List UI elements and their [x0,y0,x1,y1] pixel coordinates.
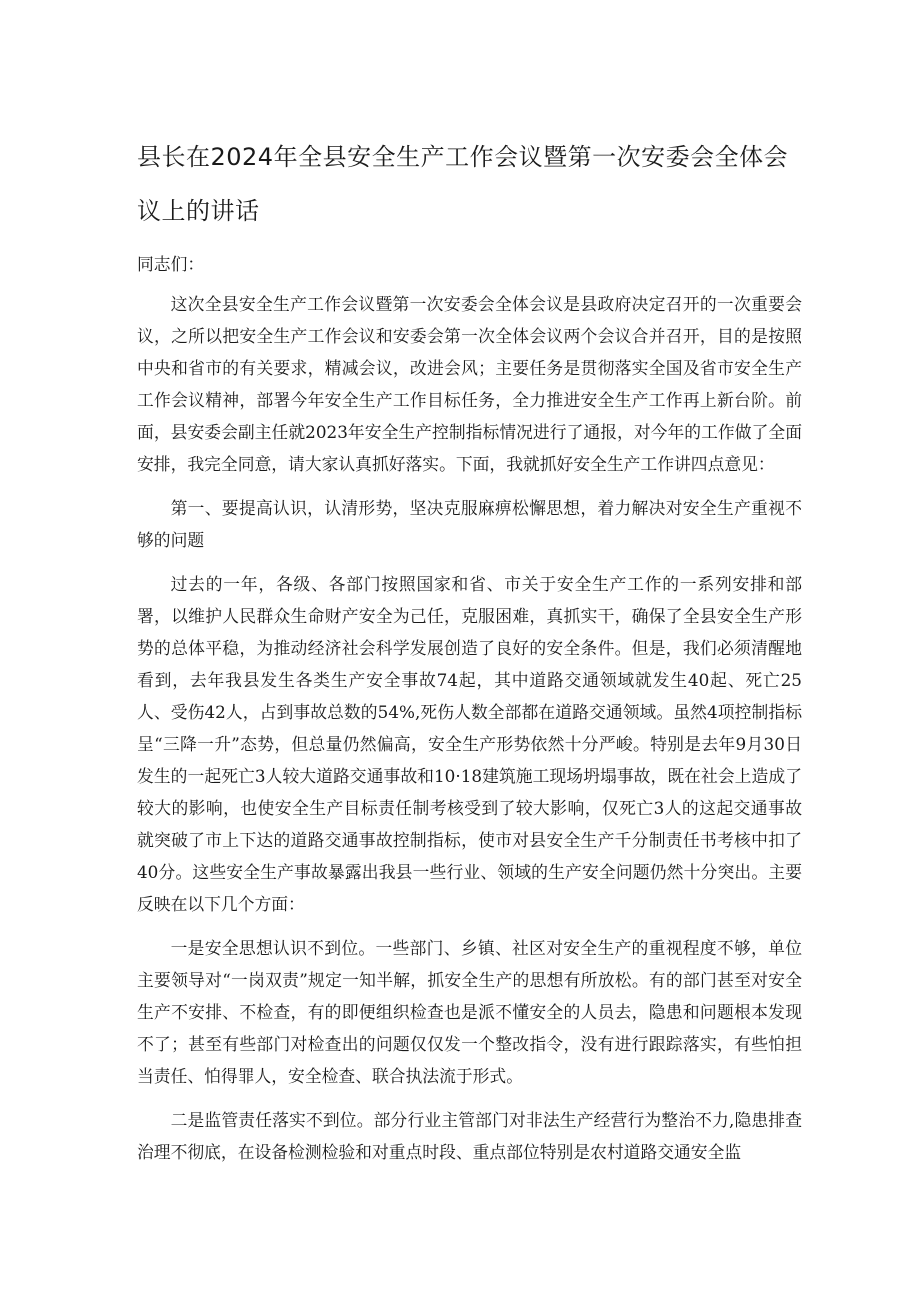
paragraph-situation: 过去的一年，各级、各部门按照国家和省、市关于安全生产工作的一系列安排和部署，以维护人民群众生命财产安全为己任，克服困难，真抓实干，确保了全县安全生产形势的总体平稳，为推动经济社会科学发展创造了良好的安全条件。但是，我们必须清醒地看到，去年我县发生各类生产安全事故74起，其中道路交通领域就发生40起、死亡25人、受伤42人，占到事故总数的54%,死伤人数全部都在道路交通领域。虽然4项控制指标呈“三降一升”态势，但总量仍然偏高，安全生产形势依然十分严峻。特别是去年9月30日发生的一起死亡3人较大道路交通事故和10·18建筑施工现场坍塌事故，既在社会上造成了较大的影响，也使安全生产目标责任制考核受到了较大影响，仅死亡3人的这起交通事故就突破了市上下达的道路交通事故控制指标，使市对县安全生产千分制责任书考核中扣了40分。这些安全生产事故暴露出我县一些行业、领域的生产安全问题仍然十分突出。主要反映在以下几个方面： [137,574,802,914]
section-heading-1: 第一、要提高认识，认清形势，坚决克服麻痹松懈思想，着力解决对安全生产重视不够的问题 [137,498,802,550]
paragraph-point-2: 二是监管责任落实不到位。部分行业主管部门对非法生产经营行为整治不力,隐患排查治理不彻底，在设备检测检验和对重点时段、重点部位特别是农村道路交通安全监 [137,1110,802,1162]
salutation: 同志们： [137,254,205,274]
document-title: 县长在2024年全县安全生产工作会议暨第一次安委会全体会议上的讲话 [137,143,789,225]
paragraph-intro: 这次全县安全生产工作会议暨第一次安委会全体会议是县政府决定召开的一次重要会议，之所以把安全生产工作会议和安委会第一次全体会议两个会议合并召开，目的是按照中央和省市的有关要求，精减会议，改进会风；主要任务是贯彻落实全国及省市安全生产工作会议精神，部署今年安全生产工作目标任务，全力推进安全生产工作再上新台阶。前面，县安委会副主任就2023年安全生产控制指标情况进行了通报，对今年的工作做了全面安排，我完全同意，请大家认真抓好落实。下面，我就抓好安全生产工作讲四点意见： [137,294,802,474]
paragraph-point-1: 一是安全思想认识不到位。一些部门、乡镇、社区对安全生产的重视程度不够，单位主要领导对“一岗双责”规定一知半解，抓安全生产的思想有所放松。有的部门甚至对安全生产不安排、不检查，有的即便组织检查也是派不懂安全的人员去，隐患和问题根本发现不了；甚至有些部门对检查出的问题仅仅发一个整改指令，没有进行跟踪落实，有些怕担当责任、怕得罪人，安全检查、联合执法流于形式。 [137,938,802,1086]
document-page [137,130,802,1180]
